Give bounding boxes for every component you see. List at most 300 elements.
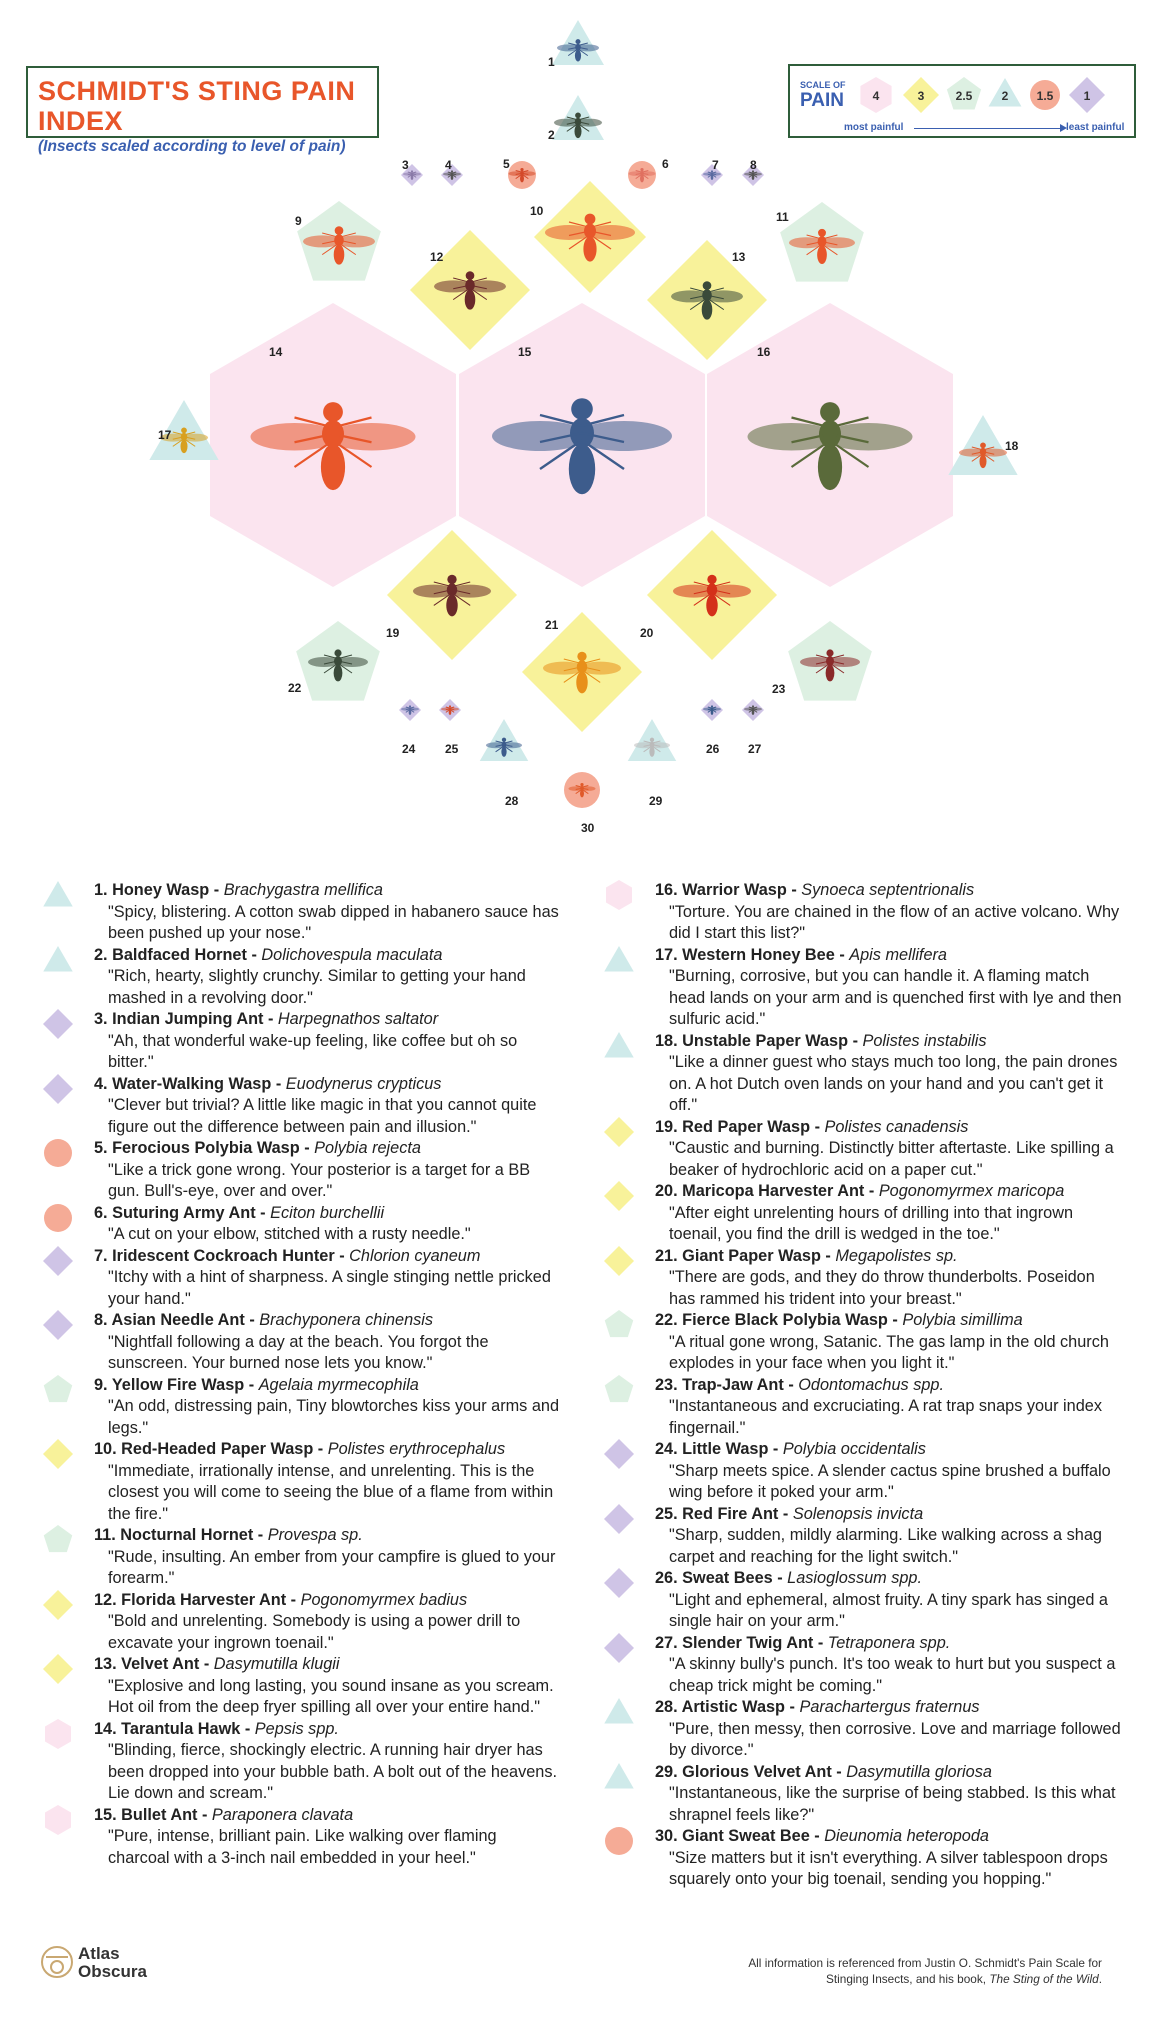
scientific-name: Polistes instabilis [862, 1031, 987, 1050]
name-separator: - [255, 1203, 271, 1222]
insect-number: 30. [655, 1827, 683, 1845]
list-marker-shape [43, 946, 72, 972]
insect-name: Indian Jumping Ant [112, 1010, 264, 1028]
scientific-name: Chlorion cyaneum [349, 1246, 481, 1265]
list-marker-shape [604, 1633, 634, 1663]
scale-arrow [914, 128, 1064, 129]
insect-number-9: 9 [295, 214, 302, 228]
list-item [42, 1525, 562, 1590]
pain-description: "A cut on your elbow, stitched with a rusty needle." [108, 1225, 471, 1243]
scientific-name: Parachartergus fraternus [799, 1698, 980, 1716]
pain-description: "A ritual gone wrong, Satanic. The gas lamp in the old church explodes in your face when you light it." [669, 1332, 1109, 1372]
insect-number-4: 4 [445, 158, 452, 172]
atlas-obscura-logo-icon [40, 1945, 74, 1979]
scientific-name: Tetraponera spp. [827, 1633, 951, 1652]
insect-heading [94, 1805, 562, 1827]
insect-number-17: 17 [158, 428, 172, 442]
list-marker-shape [605, 1310, 634, 1337]
infographic-illustration [0, 0, 1160, 860]
insect-number-29: 29 [649, 794, 663, 808]
insect-number: 10. [94, 1440, 122, 1458]
pain-description: "Clever but trivial? A little like magic in that you cannot quite figure out the difference between pain and illusion." [108, 1096, 537, 1136]
insect-name: Suturing Army Ant [112, 1203, 256, 1222]
insect-number: 8. [94, 1311, 112, 1329]
scientific-name: Synoeca septentrionalis [801, 881, 975, 899]
insect-name: Red-Headed Paper Wasp [121, 1440, 314, 1458]
pain-description: "Rich, hearty, slightly crunchy. Similar to getting your hand mashed in a revolving door." [108, 967, 526, 1007]
insect-number: 16. [655, 881, 683, 899]
credit-line-2 [748, 1971, 1102, 1987]
insect-number: 15. [94, 1805, 122, 1824]
insect-number-16: 16 [757, 345, 771, 359]
insect-number: 6. [94, 1203, 113, 1222]
pain-description: "Pure, then messy, then corrosive. Love and marriage followed by divorce." [669, 1719, 1121, 1759]
logo-line-1: Atlas [78, 1944, 120, 1963]
insect-number-19: 19 [386, 626, 400, 640]
insect-number-26: 26 [706, 742, 720, 756]
insect-name: Unstable Paper Wasp [682, 1031, 849, 1050]
pain-level-marker [603, 1697, 635, 1729]
pain-description: "Instantaneous and excruciating. A rat trap snaps your index fingernail." [669, 1397, 1102, 1437]
insect-number-10: 10 [530, 204, 544, 218]
pain-description: "Nightfall following a day at the beach. You forgot the sunscreen. Your burned nose lets you know." [108, 1332, 489, 1372]
list-item [42, 1138, 562, 1203]
name-separator: - [246, 945, 262, 964]
pain-description: "Immediate, irrationally intense, and unrelenting. This is the closest you will come to seeing the blue of a flame from within the fire." [108, 1461, 554, 1523]
list-item [42, 880, 562, 945]
pain-level-marker [603, 1633, 635, 1665]
insect-heading [655, 1031, 1123, 1053]
list-item [42, 1074, 562, 1139]
insect-number: 14. [94, 1719, 122, 1738]
pain-level-marker [603, 1181, 635, 1213]
insect-number: 1. [94, 881, 113, 899]
insect-heading [655, 1310, 1123, 1332]
insect-number-7: 7 [712, 158, 719, 172]
pain-description: "Ah, that wonderful wake-up feeling, like coffee but oh so bitter." [108, 1031, 518, 1071]
name-separator: - [244, 1311, 260, 1329]
insect-name: Western Honey Bee [682, 945, 835, 964]
insect-name: Water-Walking Wasp [112, 1074, 272, 1093]
name-separator: - [286, 1590, 301, 1609]
credit-book-title: The Sting of the Wild [989, 1972, 1099, 1986]
insect-heading [655, 1697, 1123, 1719]
insect-number: 5. [94, 1139, 113, 1157]
name-separator: - [209, 881, 224, 899]
insect-name: Giant Sweat Bee [682, 1827, 810, 1845]
list-marker-shape [604, 1246, 634, 1276]
insect-heading [655, 880, 1123, 902]
list-item [42, 1009, 562, 1074]
list-item [42, 1203, 562, 1246]
pain-level-marker [603, 945, 635, 977]
insect-number-14: 14 [269, 345, 283, 359]
pain-level-marker [42, 1590, 74, 1622]
pain-description: "Size matters but it isn't everything. A silver tablespoon drops squarely onto your big toenail, sending you hopping." [669, 1848, 1108, 1888]
list-item [42, 1246, 562, 1311]
pain-level-marker [603, 1375, 635, 1407]
scientific-name: Euodynerus crypticus [285, 1074, 442, 1093]
scientific-name: Paraponera clavata [211, 1805, 354, 1824]
name-separator: - [809, 1827, 825, 1845]
scale-label-1.5: 1.5 [1036, 89, 1054, 103]
list-item [42, 1805, 562, 1870]
insect-heading [655, 1568, 1123, 1590]
scale-label-2: 2 [1001, 89, 1009, 103]
list-marker-shape [44, 1139, 72, 1167]
list-marker-shape [604, 1181, 634, 1211]
insect-number-6: 6 [662, 157, 669, 171]
insect-number: 7. [94, 1246, 113, 1265]
insect-number: 12. [94, 1590, 122, 1609]
name-separator: - [334, 1246, 350, 1265]
insect-number-18: 18 [1005, 439, 1019, 453]
name-separator: - [263, 1010, 278, 1028]
credit-line-1: All information is referenced from Justin O. Schmidt's Pain Scale for [748, 1956, 1102, 1970]
insect-heading [655, 1246, 1123, 1268]
list-item [603, 1697, 1123, 1762]
pain-description: "Burning, corrosive, but you can handle it. A flaming match head lands on your arm and is quenched first with lye and then sulfuric acid." [669, 967, 1122, 1028]
list-marker-shape [45, 1805, 71, 1835]
insect-name: Baldfaced Hornet [112, 945, 247, 964]
pain-level-marker [603, 1762, 635, 1794]
list-item [603, 880, 1123, 945]
scientific-name: Polybia rejecta [314, 1139, 421, 1157]
insect-heading [655, 1633, 1123, 1655]
insect-heading [655, 945, 1123, 967]
insect-number: 24. [655, 1440, 683, 1458]
insect-name: Trap-Jaw Ant [682, 1375, 784, 1394]
pain-level-marker [603, 1504, 635, 1536]
list-marker-shape [604, 1117, 634, 1147]
name-separator: - [299, 1139, 315, 1157]
scientific-name: Solenopsis invicta [792, 1504, 924, 1523]
insect-name: Fierce Black Polybia Wasp [682, 1311, 888, 1329]
list-item [603, 1117, 1123, 1182]
pain-level-marker [42, 945, 74, 977]
scale-label-3: 3 [917, 89, 925, 103]
insect-name: Little Wasp [682, 1440, 769, 1458]
insect-name: Glorious Velvet Ant [682, 1762, 832, 1781]
name-separator: - [240, 1719, 255, 1738]
insect-heading [655, 1504, 1123, 1526]
insect-heading [94, 1009, 562, 1031]
insect-heading [655, 1117, 1123, 1139]
insect-number: 9. [94, 1375, 112, 1394]
insect-number-20: 20 [640, 626, 654, 640]
list-marker-shape [45, 1719, 71, 1749]
pain-description: "Blinding, fierce, shockingly electric. A running hair dryer has been dropped into your bubble bath. A bolt out of the heavens. Lie down and scream." [108, 1741, 557, 1802]
page-subtitle: (Insects scaled according to level of pain) [38, 138, 346, 155]
insect-number: 2. [94, 945, 113, 964]
name-separator: - [820, 1246, 836, 1265]
name-separator: - [813, 1633, 828, 1652]
name-separator: - [783, 1375, 799, 1394]
insect-number: 4. [94, 1074, 113, 1093]
insect-number-21: 21 [545, 618, 559, 632]
pain-level-marker [42, 1310, 74, 1342]
atlas-obscura-wordmark [78, 1945, 147, 1981]
insect-number-5: 5 [503, 157, 510, 171]
insect-heading [655, 1439, 1123, 1461]
name-separator: - [199, 1655, 214, 1673]
name-separator: - [785, 1698, 800, 1716]
list-item [603, 1246, 1123, 1311]
scientific-name: Eciton burchellii [270, 1203, 385, 1222]
list-marker-shape [604, 1763, 633, 1789]
insect-number: 18. [655, 1031, 683, 1050]
pain-description: "Rude, insulting. An ember from your campfire is glued to your forearm." [108, 1547, 556, 1587]
insect-number-23: 23 [772, 682, 786, 696]
list-marker-shape [605, 1827, 633, 1855]
pain-description: "Spicy, blistering. A cotton swab dipped in habanero sauce has been pushed up your nose." [108, 902, 559, 942]
list-marker-shape [43, 1439, 73, 1469]
insect-number: 28. [655, 1698, 682, 1716]
pain-level-marker [42, 1246, 74, 1278]
pain-level-marker [42, 1009, 74, 1041]
list-marker-shape [604, 1032, 633, 1058]
list-marker-shape [43, 1009, 73, 1039]
insect-name: Honey Wasp [112, 881, 210, 899]
atlas-obscura-logo [40, 1944, 147, 1984]
scientific-name: Polybia occidentalis [782, 1440, 926, 1458]
scientific-name: Odontomachus spp. [798, 1375, 944, 1394]
list-item [603, 1375, 1123, 1440]
scientific-name: Harpegnathos saltator [277, 1010, 439, 1028]
insect-name: Velvet Ant [121, 1655, 200, 1673]
insect-number-15: 15 [518, 345, 532, 359]
list-marker-shape [44, 1375, 73, 1402]
insect-number: 22. [655, 1311, 683, 1329]
insect-number-24: 24 [402, 742, 416, 756]
pain-description: "Explosive and long lasting, you sound insane as you scream. Hot oil from the deep fryer spilling all over your entire hand." [108, 1676, 554, 1716]
pain-description: "Bold and unrelenting. Somebody is using a power drill to excavate your ingrown toenail." [108, 1612, 521, 1652]
insect-number: 27. [655, 1633, 683, 1652]
insect-heading [94, 1074, 562, 1096]
insect-name: Nocturnal Hornet [120, 1526, 254, 1544]
list-item [603, 1504, 1123, 1569]
pain-description: "A skinny bully's punch. It's too weak to hurt but you suspect a cheap trick might be coming." [669, 1655, 1116, 1695]
insect-name: Giant Paper Wasp [682, 1246, 821, 1265]
name-separator: - [834, 945, 850, 964]
insect-number-3: 3 [402, 158, 409, 172]
name-separator: - [253, 1526, 268, 1544]
insect-number: 11. [94, 1526, 121, 1544]
pain-description: "After eight unrelenting hours of drilling into that ingrown toenail, you find the drill is wedged in the toe." [669, 1203, 1074, 1243]
list-marker-shape [604, 1504, 634, 1534]
insect-heading [94, 1203, 562, 1225]
scientific-name: Dasymutilla klugii [213, 1655, 340, 1673]
pain-level-marker [42, 1203, 74, 1235]
insect-number-12: 12 [430, 250, 444, 264]
insect-number: 23. [655, 1375, 683, 1394]
insect-number: 20. [655, 1182, 683, 1200]
list-marker-shape [604, 1568, 634, 1598]
pain-level-marker [603, 1826, 635, 1858]
pain-level-marker [42, 1654, 74, 1686]
pain-level-marker [42, 1138, 74, 1170]
source-credit [748, 1955, 1102, 1987]
insect-name: Sweat Bees [682, 1569, 773, 1587]
list-marker-shape [604, 946, 633, 972]
insect-heading [94, 1310, 562, 1332]
insect-heading [94, 1590, 562, 1612]
credit-line-2-text: Stinging Insects, and his book, [826, 1972, 990, 1986]
list-item [603, 1568, 1123, 1633]
scientific-name: Polybia simillima [902, 1311, 1023, 1329]
name-separator: - [887, 1311, 903, 1329]
list-item [42, 1654, 562, 1719]
pain-level-marker [603, 1117, 635, 1149]
insect-name: Slender Twig Ant [682, 1633, 814, 1652]
logo-line-2: Obscura [78, 1962, 147, 1981]
name-separator: - [772, 1569, 788, 1587]
scientific-name: Dieunomia heteropoda [824, 1827, 989, 1845]
insect-heading [655, 1826, 1123, 1848]
scientific-name: Polistes canadensis [824, 1117, 969, 1136]
name-separator: - [864, 1182, 879, 1200]
name-separator: - [778, 1504, 793, 1523]
insect-list-right [603, 880, 1123, 1891]
insect-name: Iridescent Cockroach Hunter [112, 1246, 335, 1265]
insect-heading [655, 1375, 1123, 1397]
scale-label-2.5: 2.5 [955, 89, 973, 103]
scale-most-label: most painful [844, 122, 904, 133]
scale-label-1: 1 [1083, 89, 1091, 103]
list-marker-shape [605, 1375, 634, 1402]
insect-heading [94, 880, 562, 902]
scientific-name: Dasymutilla gloriosa [846, 1762, 992, 1781]
list-item [603, 1031, 1123, 1117]
pain-level-marker [603, 1568, 635, 1600]
insect-number: 21. [655, 1246, 683, 1265]
name-separator: - [197, 1805, 212, 1824]
insect-number-28: 28 [505, 794, 519, 808]
page-title: SCHMIDT'S STING PAIN INDEX [38, 76, 356, 136]
insect-number-22: 22 [288, 681, 302, 695]
pain-level-marker [603, 880, 635, 912]
insect-name: Red Fire Ant [682, 1504, 779, 1523]
list-item [42, 1439, 562, 1525]
list-item [603, 1310, 1123, 1375]
list-marker-shape [44, 1204, 72, 1232]
scientific-name: Brachyponera chinensis [259, 1311, 434, 1329]
scientific-name: Provespa sp. [267, 1526, 363, 1544]
list-marker-shape [43, 1074, 73, 1104]
list-item [42, 1375, 562, 1440]
pain-level-marker [42, 1805, 74, 1837]
insect-heading [94, 1246, 562, 1268]
name-separator: - [810, 1117, 825, 1136]
insect-number: 13. [94, 1655, 122, 1673]
list-item [603, 1439, 1123, 1504]
insect-name: Artistic Wasp [681, 1698, 785, 1716]
list-marker-shape [604, 1439, 634, 1469]
insect-number: 19. [655, 1117, 683, 1136]
list-item [603, 1181, 1123, 1246]
pain-description: "Torture. You are chained in the flow of an active volcano. Why did I start this list?" [669, 902, 1120, 942]
insect-heading [94, 1719, 562, 1741]
insect-heading [94, 1525, 562, 1547]
pain-description: "Sharp, sudden, mildly alarming. Like walking across a shag carpet and reaching for the light switch." [669, 1526, 1102, 1566]
insect-name: Tarantula Hawk [121, 1719, 241, 1738]
pain-description: "Caustic and burning. Distinctly bitter aftertaste. Like spilling a beaker of hydrochloric acid on a paper cut." [669, 1139, 1114, 1179]
list-marker-shape [43, 1246, 73, 1276]
insect-list-left [42, 880, 562, 1869]
scientific-name: Lasioglossum spp. [787, 1569, 923, 1587]
name-separator: - [848, 1031, 863, 1050]
insect-heading [655, 1181, 1123, 1203]
scientific-name: Pogonomyrmex badius [300, 1590, 468, 1609]
insect-number: 17. [655, 945, 683, 964]
pain-level-marker [603, 1439, 635, 1471]
pain-description: "Itchy with a hint of sharpness. A single stinging nettle pricked your hand." [108, 1268, 551, 1308]
scientific-name: Apis mellifera [849, 945, 947, 964]
list-marker-shape [43, 881, 72, 907]
insect-number-2: 2 [548, 128, 555, 142]
scientific-name: Pepsis spp. [254, 1719, 339, 1738]
list-item [42, 1310, 562, 1375]
list-marker-shape [43, 1590, 73, 1620]
pain-level-marker [42, 1439, 74, 1471]
insect-number-1: 1 [548, 55, 555, 69]
list-marker-shape [43, 1310, 73, 1340]
name-separator: - [313, 1440, 328, 1458]
pain-scale-legend [788, 64, 1136, 138]
insect-number: 3. [94, 1010, 113, 1028]
insect-number-11: 11 [776, 210, 789, 224]
name-separator: - [271, 1074, 286, 1093]
pain-level-marker [603, 1310, 635, 1342]
list-item [603, 1826, 1123, 1891]
pain-description: "Instantaneous, like the surprise of being stabbed. Is this what shrapnel feels like?" [669, 1784, 1116, 1824]
name-separator: - [786, 881, 802, 899]
scientific-name: Pogonomyrmex maricopa [878, 1182, 1065, 1200]
insect-number: 29. [655, 1762, 683, 1781]
insect-heading [94, 1138, 562, 1160]
scientific-name: Brachygastra mellifica [223, 881, 383, 899]
list-item [42, 1719, 562, 1805]
name-separator: - [768, 1440, 783, 1458]
insect-name: Florida Harvester Ant [121, 1590, 287, 1609]
scale-heading-big: PAIN [800, 90, 844, 111]
pain-description: "There are gods, and they do throw thunderbolts. Poseidon has rammed his trident into your breast." [669, 1268, 1095, 1308]
list-item [603, 1762, 1123, 1827]
list-item [42, 1590, 562, 1655]
scale-least-label: least painful [1066, 122, 1125, 133]
pain-description: "Sharp meets spice. A slender cactus spine brushed a buffalo wing before it poked your arm." [669, 1461, 1111, 1501]
insect-number-13: 13 [732, 250, 746, 264]
insect-heading [94, 945, 562, 967]
pain-level-marker [42, 1525, 74, 1557]
pain-description: "Light and ephemeral, almost fruity. A tiny spark has singed a single hair on your arm." [669, 1590, 1108, 1630]
scale-heading-small: SCALE OF [800, 80, 846, 90]
insect-number-8: 8 [750, 158, 757, 172]
pain-level-marker [42, 1074, 74, 1106]
name-separator: - [831, 1762, 847, 1781]
scientific-name: Agelaia myrmecophila [258, 1375, 419, 1394]
scientific-name: Megapolistes sp. [835, 1246, 958, 1265]
insect-name: Warrior Wasp [682, 881, 787, 899]
scientific-name: Dolichovespula maculata [261, 945, 443, 964]
pain-level-marker [603, 1031, 635, 1063]
pain-description: "Like a dinner guest who stays much too long, the pain drones on. A hot Dutch oven lands on your hand and you can't get it off." [669, 1053, 1118, 1114]
list-marker-shape [43, 1654, 73, 1684]
insect-number-27: 27 [748, 742, 762, 756]
insect-name: Yellow Fire Wasp [111, 1375, 245, 1394]
scientific-name: Polistes erythrocephalus [327, 1440, 506, 1458]
insect-heading [94, 1439, 562, 1461]
